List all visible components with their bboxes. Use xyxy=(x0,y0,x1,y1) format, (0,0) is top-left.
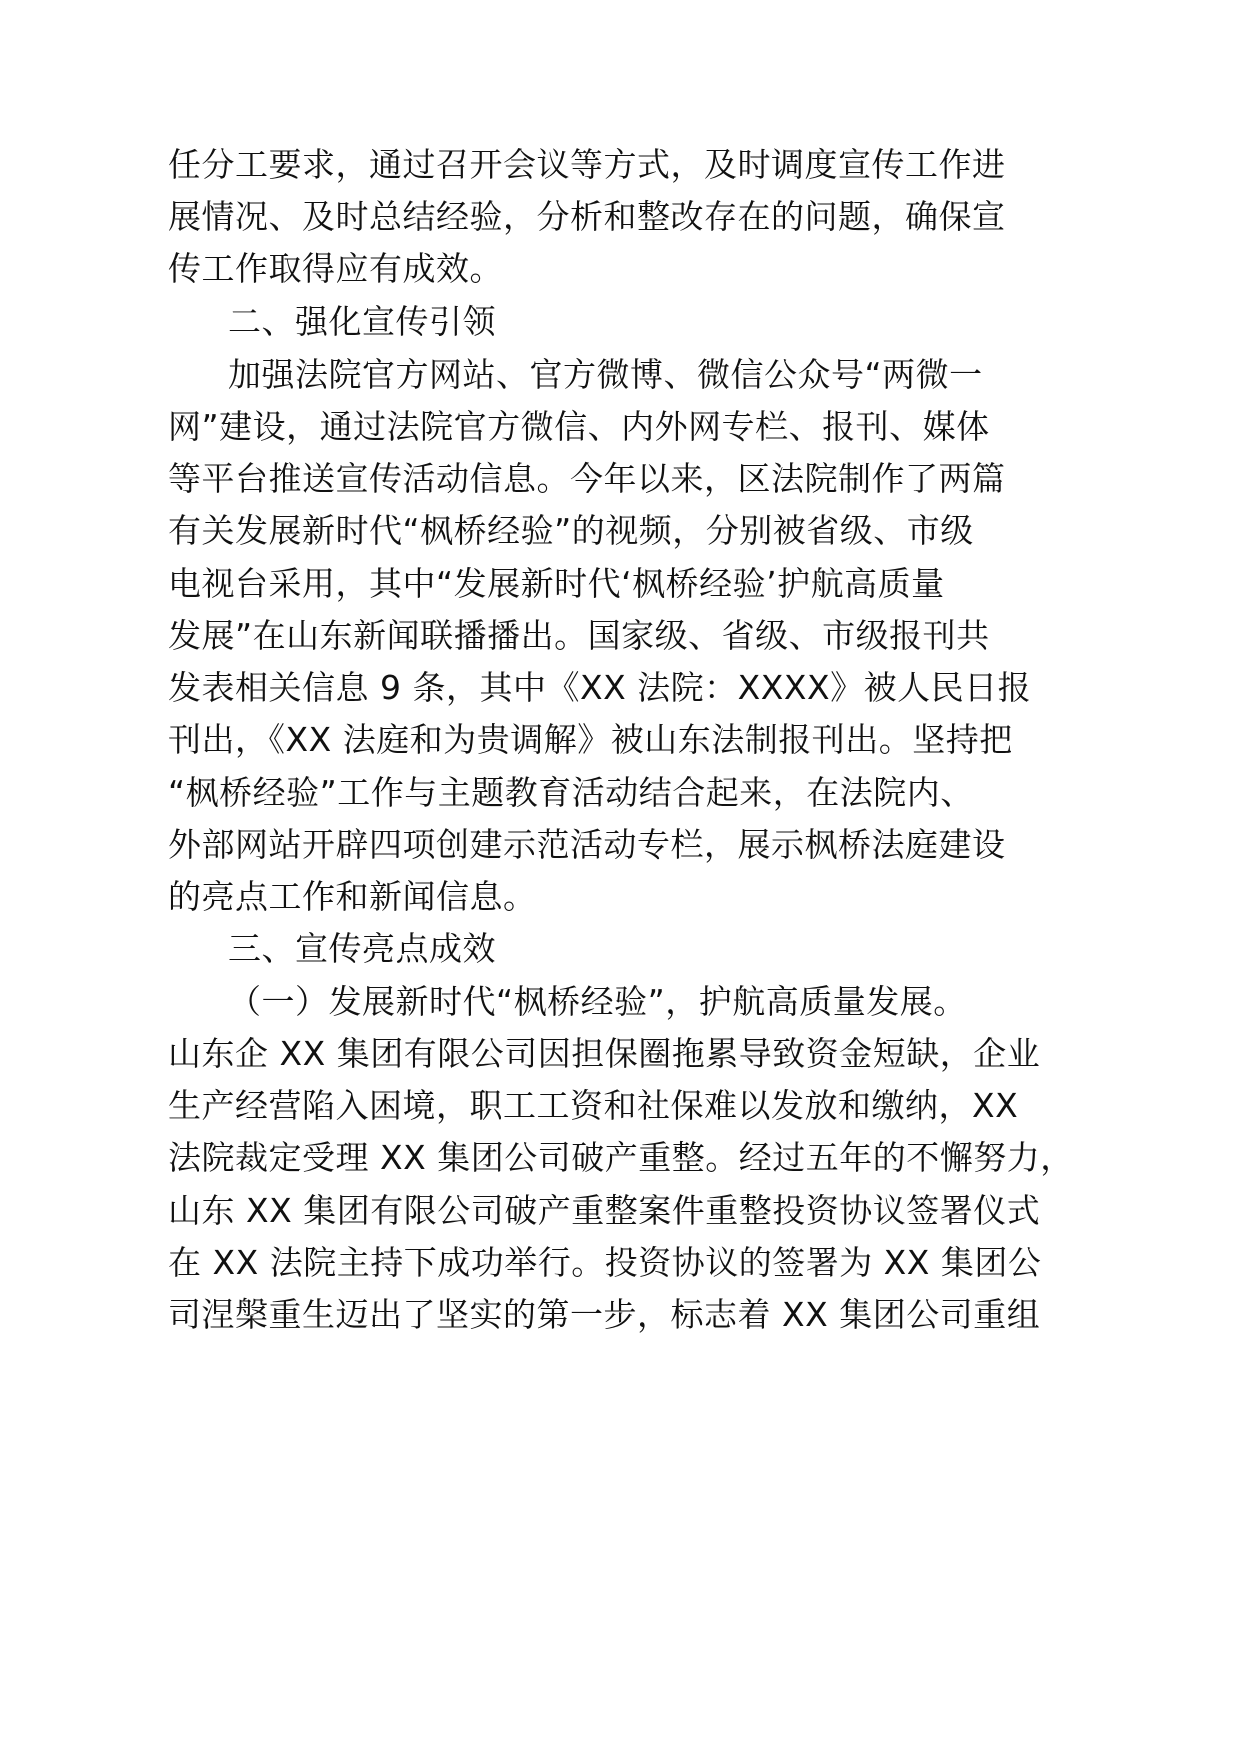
line-text: 有关发展新时代“枫桥经验”的视频，分别被省级、市级 xyxy=(168,511,974,550)
text-line xyxy=(0,346,1240,404)
text-line xyxy=(0,973,1240,1031)
line-text: （一）发展新时代“枫桥经验”，护航高质量发展。 xyxy=(228,982,967,1021)
heading-text: 二、强化宣传引领 xyxy=(228,302,496,341)
line-text: 展情况、及时总结经验，分析和整改存在的问题，确保宣 xyxy=(168,197,1006,236)
text-line xyxy=(0,816,1240,874)
text-line xyxy=(0,711,1240,769)
line-text: 在 XX 法院主持下成功举行。投资协议的签署为 XX 集团公 xyxy=(168,1243,1042,1282)
section-heading xyxy=(0,920,1240,978)
line-text: 刊出，《XX 法庭和为贵调解》被山东法制报刊出。坚持把 xyxy=(168,720,1013,759)
line-text: 司涅槃重生迈出了坚实的第一步，标志着 XX 集团公司重组 xyxy=(168,1295,1041,1334)
line-text: 的亮点工作和新闻信息。 xyxy=(168,877,537,916)
text-line xyxy=(0,1025,1240,1083)
text-line xyxy=(0,1234,1240,1292)
line-text: 传工作取得应有成效。 xyxy=(168,249,503,288)
text-line xyxy=(0,555,1240,613)
text-line xyxy=(0,1182,1240,1240)
line-text: 生产经营陷入困境，职工工资和社保难以发放和缴纳，XX xyxy=(168,1086,1019,1125)
line-text: 法院裁定受理 XX 集团公司破产重整。经过五年的不懈努力， xyxy=(168,1138,1074,1177)
section-heading xyxy=(0,293,1240,351)
line-text: “枫桥经验”工作与主题教育活动结合起来，在法院内、 xyxy=(168,773,974,812)
text-line xyxy=(0,868,1240,926)
text-line xyxy=(0,188,1240,246)
text-line xyxy=(0,659,1240,717)
line-text: 电视台采用，其中“发展新时代‘枫桥经验’护航高质量 xyxy=(168,564,945,603)
text-line xyxy=(0,764,1240,822)
text-line xyxy=(0,240,1240,298)
text-line xyxy=(0,502,1240,560)
line-text: 加强法院官方网站、官方微博、微信公众号“两微一 xyxy=(228,355,983,394)
line-text: 发展”在山东新闻联播播出。国家级、省级、市级报刊共 xyxy=(168,616,990,655)
text-line xyxy=(0,136,1240,194)
text-line xyxy=(0,398,1240,456)
heading-text: 三、宣传亮点成效 xyxy=(228,929,496,968)
line-text: 山东企 XX 集团有限公司因担保圈拖累导致资金短缺，企业 xyxy=(168,1034,1041,1073)
text-line xyxy=(0,1129,1240,1187)
text-line xyxy=(0,1077,1240,1135)
line-text: 外部网站开辟四项创建示范活动专栏，展示枫桥法庭建设 xyxy=(168,825,1006,864)
line-text: 任分工要求，通过召开会议等方式，及时调度宣传工作进 xyxy=(168,145,1006,184)
text-line xyxy=(0,607,1240,665)
line-text: 山东 XX 集团有限公司破产重整案件重整投资协议签署仪式 xyxy=(168,1191,1041,1230)
text-line xyxy=(0,450,1240,508)
text-line xyxy=(0,1286,1240,1344)
line-text: 发表相关信息 9 条，其中《XX 法院：XXXX》被人民日报 xyxy=(168,668,1032,707)
line-text: 网”建设，通过法院官方微信、内外网专栏、报刊、媒体 xyxy=(168,407,990,446)
line-text: 等平台推送宣传活动信息。今年以来，区法院制作了两篇 xyxy=(168,459,1006,498)
